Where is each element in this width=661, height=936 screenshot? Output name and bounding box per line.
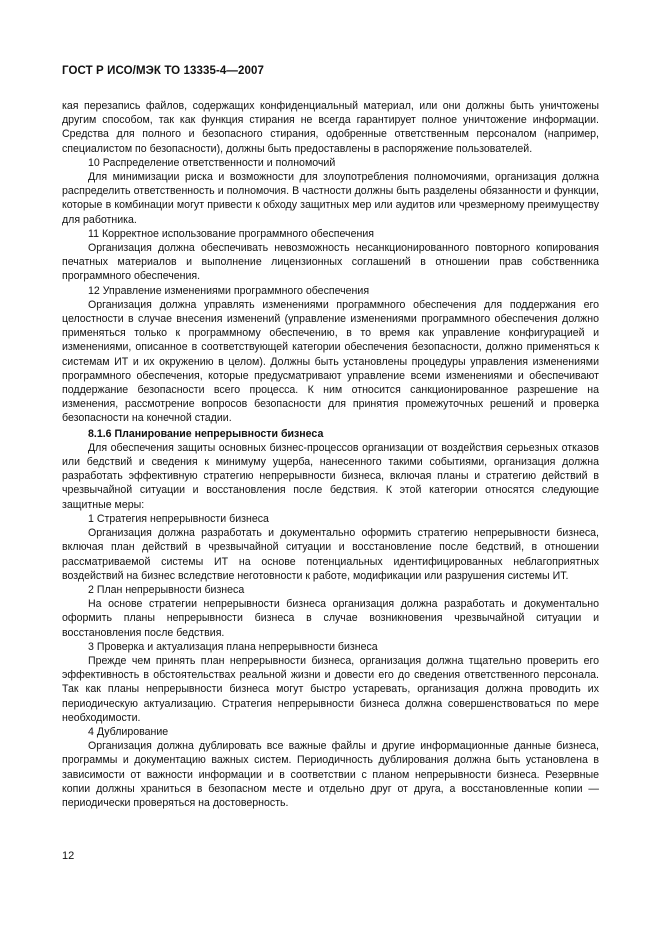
paragraph: На основе стратегии непрерывности бизнеса организация должна разработать и документально оформить планы непрерывности бизнеса в случае возникновения чрезвычайной ситуации и восстановления после бедствия. bbox=[62, 598, 599, 639]
item-heading: 12 Управление изменениями программного обеспечения bbox=[88, 284, 370, 297]
item-heading: 3 Проверка и актуализация плана непрерывности бизнеса bbox=[88, 640, 378, 653]
item-heading: 1 Стратегия непрерывности бизнеса bbox=[88, 512, 269, 525]
item-heading: 2 План непрерывности бизнеса bbox=[88, 583, 245, 596]
section-heading: 8.1.6 Планирование непрерывности бизнеса bbox=[88, 427, 324, 440]
paragraph: Организация должна дублировать все важные файлы и другие информационные данные бизнеса, программы и документацию важных систем. Периодичность дублирования должна быть установлена в зависимости от важности информации и в соответствии с планом непрерывности бизнеса. Резервные копии должны храниться в безопасном месте и отдельно друг от друга, а восстановленные копии — периодически проверяться на достоверность. bbox=[62, 740, 599, 809]
paragraph: кая перезапись файлов, содержащих конфиденциальный материал, или они должны быть уничтожены другим способом, так как функция стирания не всегда гарантирует полное уничтожение информации. Средства для полного и безопасного стирания, одобренные ответственным персоналом (например, специалистом по безопасности), должны быть предоставлены в распоряжение пользователей. bbox=[62, 100, 599, 155]
document-header: ГОСТ Р ИСО/МЭК ТО 13335-4—2007 bbox=[62, 65, 264, 77]
paragraph: Для обеспечения защиты основных бизнес-процессов организации от воздействия серьезных отказов или бедствий и сведения к минимуму ущерба, нанесенного такими событиями, организация должна разработать эффективную стратегию непрерывности бизнеса, включая планы и стратегию действий в чрезвычайной ситуации и восстановления после бедствия. К этой категории относятся следующие защитные меры: bbox=[62, 441, 599, 511]
paragraph: Организация должна управлять изменениями программного обеспечения для поддержания его целостности в случае внесения изменений (управление изменениями программного обеспечения должно применяться только к программному обеспечению, в то время как управление конфигурацией и изменениями, описанное в соответствующей категории обеспечения безопасности, должно применяться к системам ИТ и их окружению в целом). Должны быть установлены процедуры управления изменениями программного обеспечения, которые предусматривают управление всеми изменениями и обеспечивают поддержание безопасности всего процесса. К ним относится санкционированное разрешение на изменения, рассмотрение вопросов безопасности для принятия промежуточных решений и проверка безопасности на конечной стадии. bbox=[62, 298, 599, 425]
item-heading: 11 Корректное использование программного обеспечения bbox=[88, 227, 374, 240]
paragraph: Для минимизации риска и возможности для злоупотребления полномочиями, организация должна распределить ответственность и полномочия. В частности должны быть разделены обязанности и функции, которые в комбинации могут привести к обходу защитных мер или аудитов или чрезмерному преимуществу для работника. bbox=[62, 171, 599, 226]
item-heading: 10 Распределение ответственности и полномочий bbox=[88, 156, 336, 169]
paragraph: Организация должна разработать и документально оформить стратегию непрерывности бизнеса, включая план действий в чрезвычайной ситуации и восстановление после бедствий, в отношении рассматриваемой системы ИТ на основе потенциальных идентифицированных неблагоприятных воздействий на бизнес вследствие неготовности к работе, модификации или разрушения системы ИТ. bbox=[62, 527, 599, 582]
document-body bbox=[62, 99, 599, 810]
paragraph: Прежде чем принять план непрерывности бизнеса, организация должна тщательно проверить его эффективность в обстоятельствах реальной жизни и довести его до сведения ответственного персонала. Так как планы непрерывности бизнеса могут быстро устаревать, организация должна проводить их периодическую актуализацию. Стратегия непрерывности бизнеса должна совершенствоваться по мере необходимости. bbox=[62, 654, 599, 724]
page-number: 12 bbox=[62, 850, 75, 862]
item-heading: 4 Дублирование bbox=[88, 725, 169, 738]
paragraph: Организация должна обеспечивать невозможность несанкционированного повторного копирования печатных материалов и выполнение лицензионных соглашений в отношении прав собственника программного обеспечения. bbox=[62, 242, 599, 283]
